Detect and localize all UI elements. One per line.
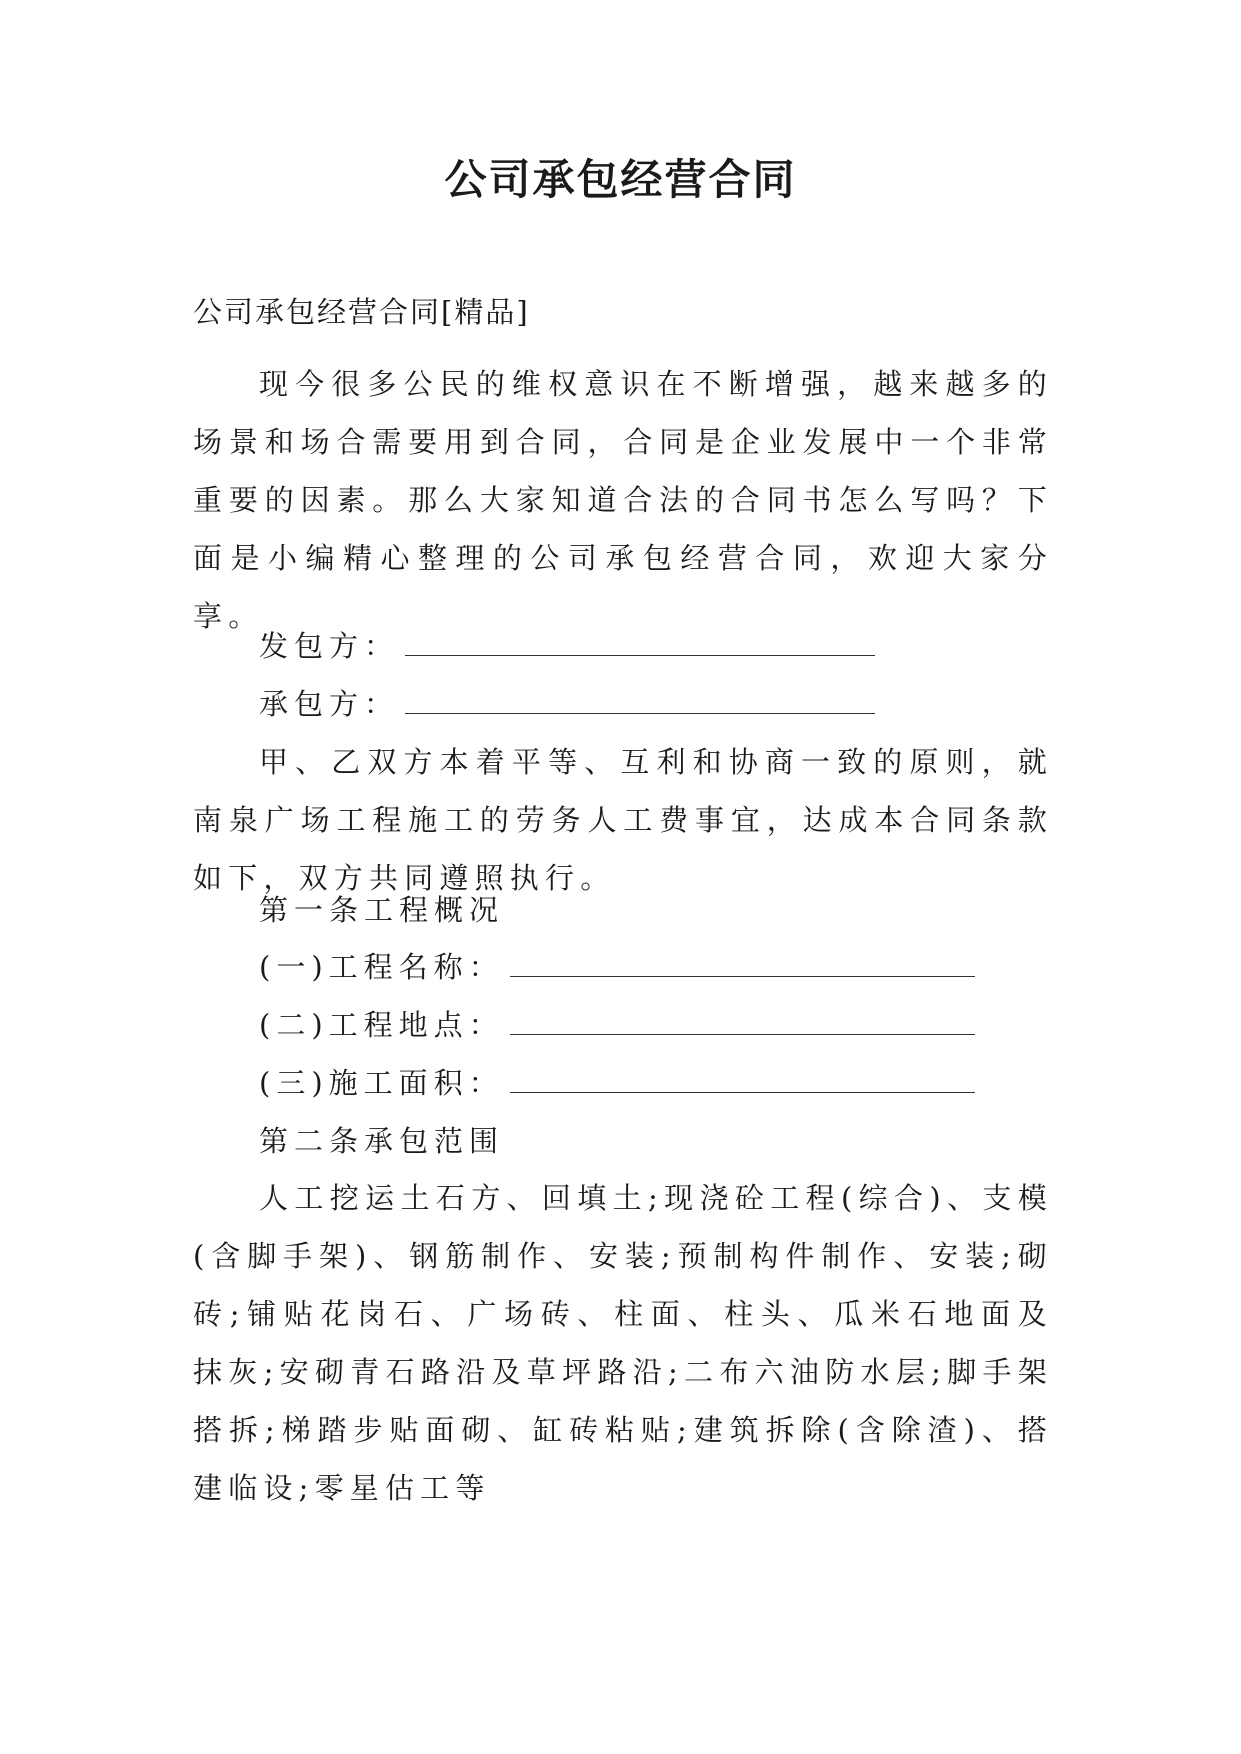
intro-paragraph: 现今很多公民的维权意识在不断增强，越来越多的场景和场合需要用到合同，合同是企业发展中一个非常重要的因素。那么大家知道合法的合同书怎么写吗？下面是小编精心整理的公司承包经营合同，欢迎大家分享。: [193, 367, 1053, 633]
construction-area-line: [259, 1054, 975, 1112]
party-b-blank: [405, 693, 875, 714]
project-location-blank: [510, 1014, 975, 1035]
article2-heading: 第二条承包范围: [259, 1124, 505, 1158]
project-name-blank: [510, 956, 975, 977]
document-title: 公司承包经营合同: [444, 155, 797, 204]
party-a-blank: [405, 635, 875, 656]
party-a-label: 发包方：: [259, 629, 400, 663]
project-location-label: (二)工程地点：: [259, 1008, 504, 1042]
document-subtitle: 公司承包经营合同[精品]: [193, 295, 530, 329]
project-location-line: [259, 996, 975, 1054]
party-a-line: [259, 617, 875, 675]
party-b-line: [259, 675, 875, 733]
scope-paragraph: 人工挖运土石方、回填土;现浇砼工程(综合)、支模(含脚手架)、钢筋制作、安装;预制构件制作、安装;砌砖;铺贴花岗石、广场砖、柱面、柱头、瓜米石地面及抹灰;安砌青石路沿及草坪路沿;二布六油防水层;脚手架搭拆;梯踏步贴面砌、缸砖粘贴;建筑拆除(含除渣)、搭建临设;零星估工等: [193, 1181, 1053, 1505]
project-name-label: (一)工程名称：: [259, 950, 504, 984]
construction-area-label: (三)施工面积：: [259, 1066, 504, 1100]
construction-area-blank: [510, 1072, 975, 1093]
article1-heading: 第一条工程概况: [259, 893, 505, 927]
project-name-line: [259, 938, 975, 996]
agreement-paragraph: 甲、乙双方本着平等、互利和协商一致的原则，就南泉广场工程施工的劳务人工费事宜，达成本合同条款如下，双方共同遵照执行。: [193, 745, 1053, 895]
party-b-label: 承包方：: [259, 687, 400, 721]
